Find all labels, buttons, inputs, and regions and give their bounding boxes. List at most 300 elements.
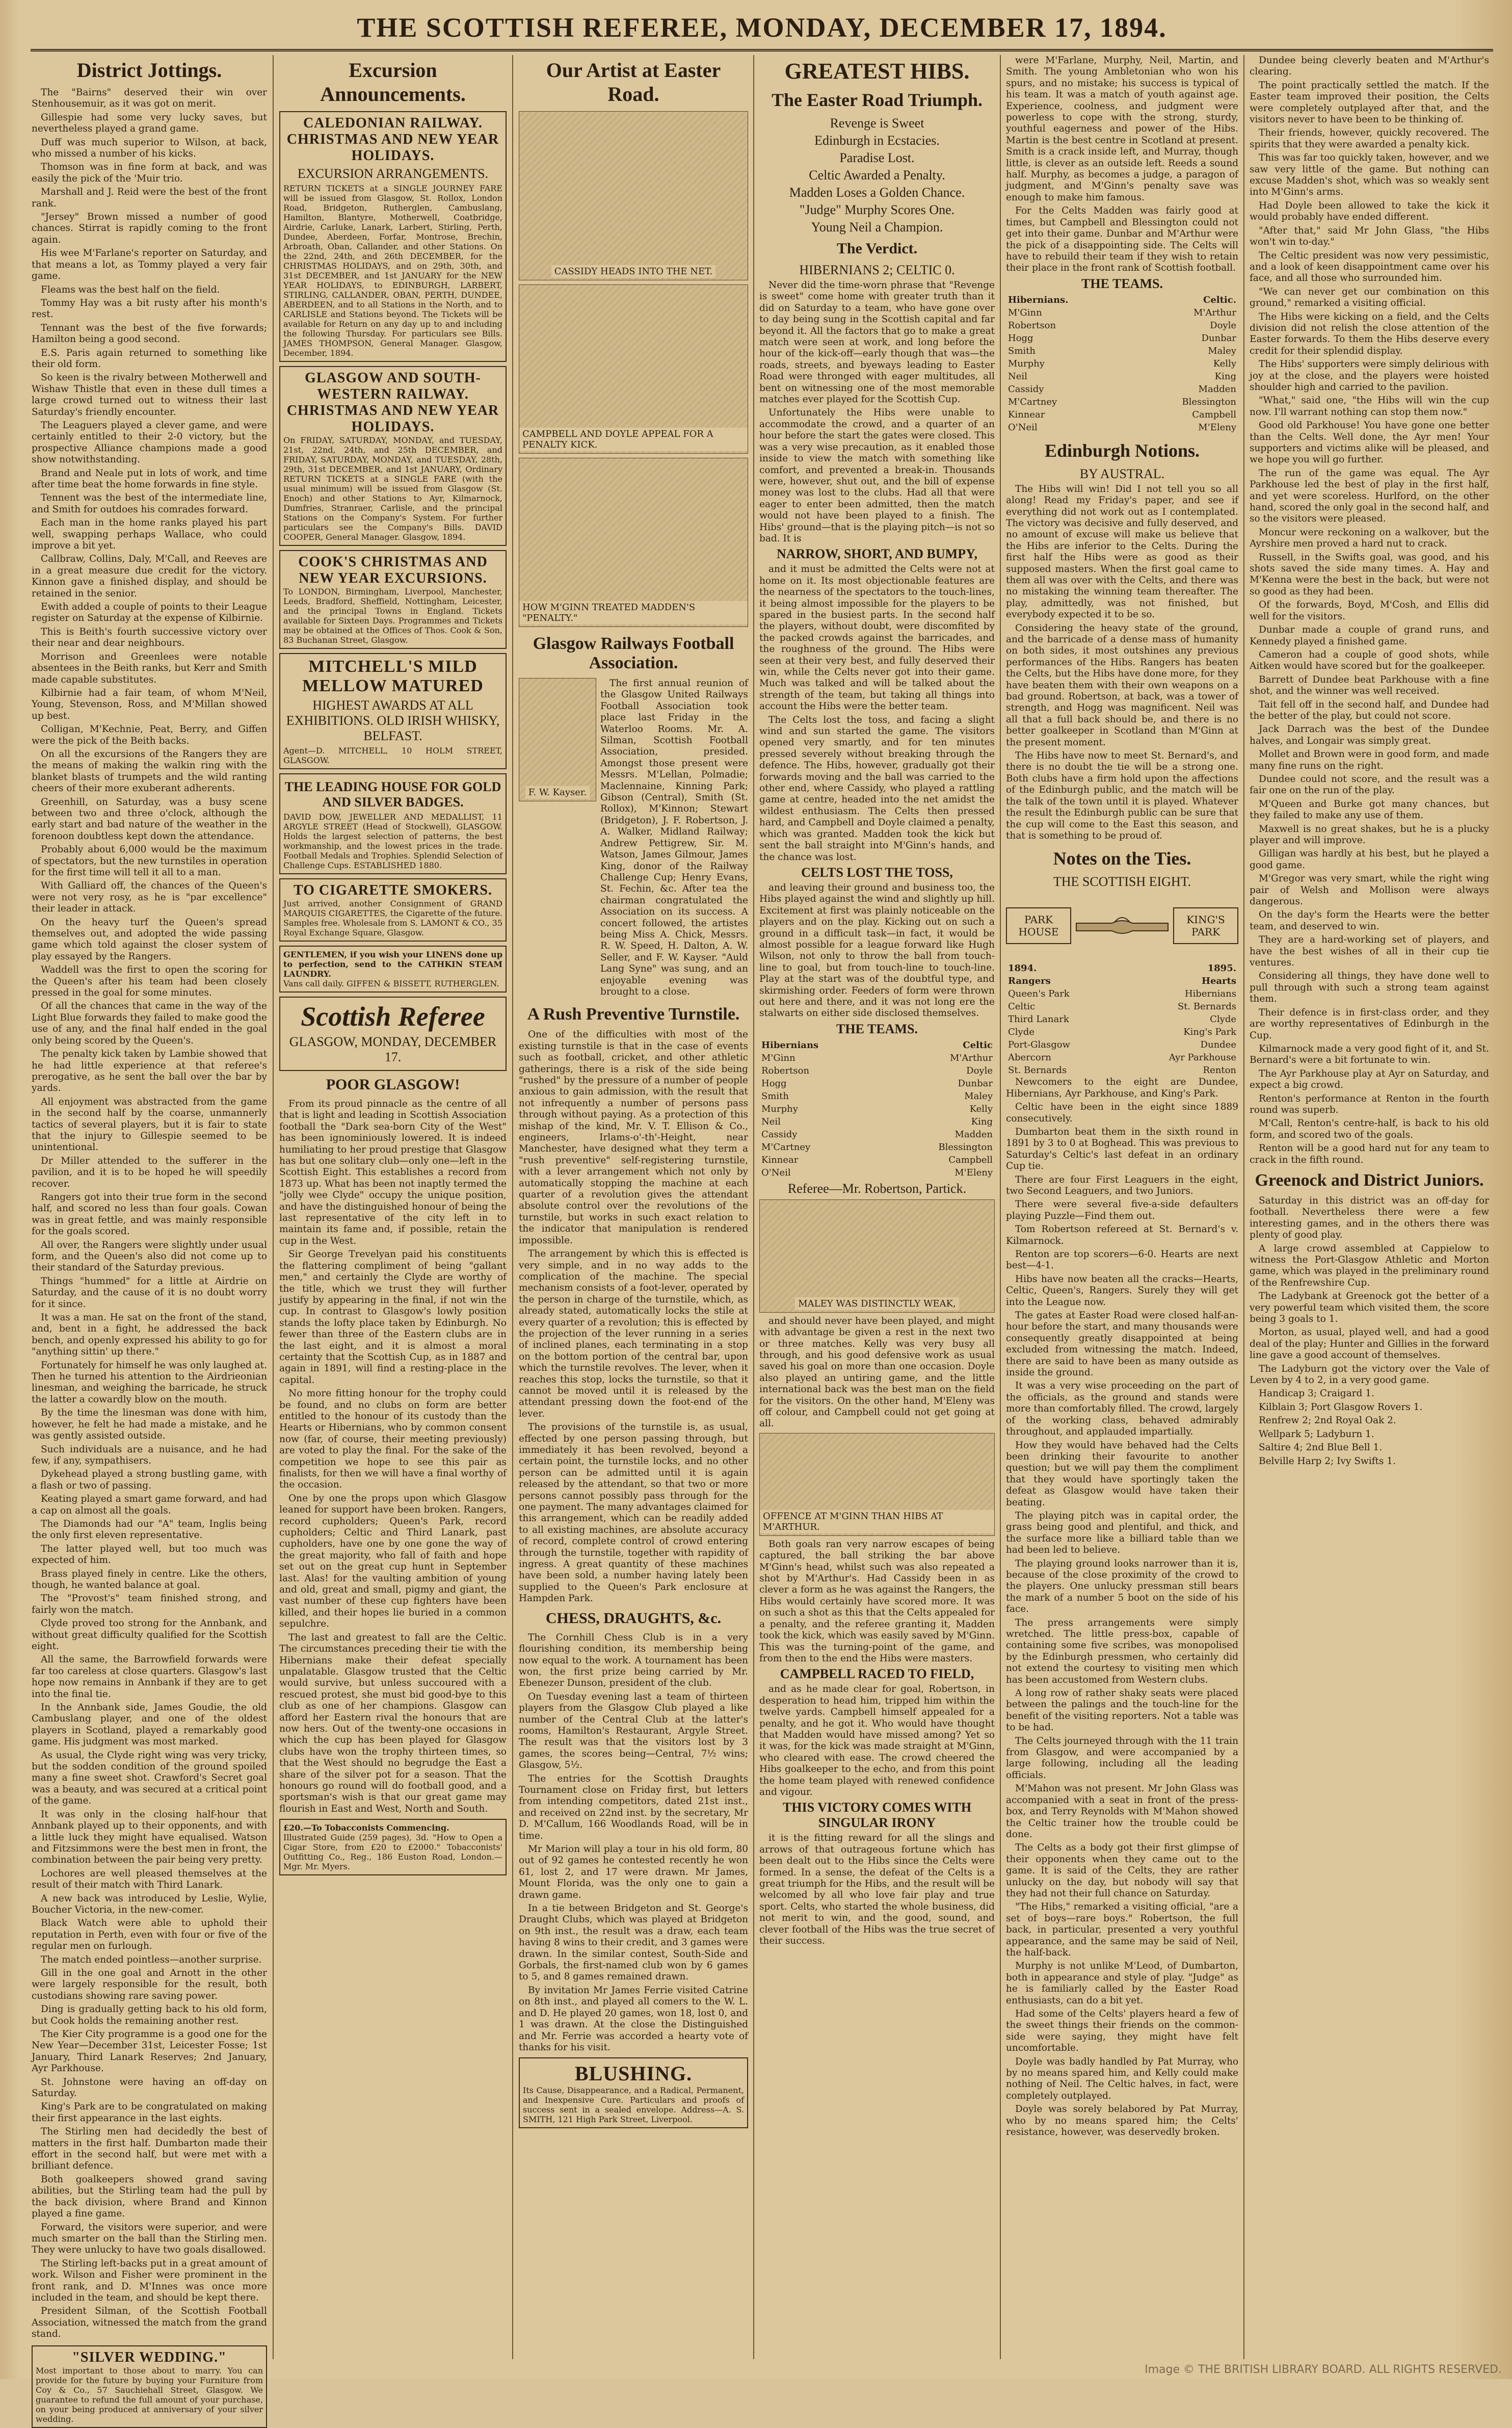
article-paragraph: A large crowd assembled at Cappielow to witness the Port-Glasgow Athletic and Morton game, which was played in the preliminary round of the Renfrewshire Cup. <box>1250 1243 1489 1288</box>
article-paragraph: Keating played a smart game forward, and had a cap on almost all the goals. <box>32 1494 267 1516</box>
column-notes-continued <box>1250 55 1489 2359</box>
article-paragraph: In the Annbank side, James Goudie, the old Cambuslang player, and one of the oldest players in Scotland, played a remarkably good game. His judgment was most marked. <box>32 1702 267 1747</box>
article-paragraph: It was a man. He sat on the front of the stand, and, bent in a fight, he addressed the back bench, and openly expressed his ability to go for "anything sittin' up there." <box>32 1312 267 1357</box>
article-paragraph: The entries for the Scottish Draughts Tournament close on Friday first, but letters from intending competitors, dated 21st inst., and received on 22nd inst. by the secretary, Mr D. M'Callum, 166 Woodlands Road, will be in time. <box>519 1773 748 1841</box>
article-paragraph: and should never have been played, and might with advantage be given a rest in the next two or three matches. Kelly was very busy all through, and his good defensive work as usual saved his goal on more than one occasion. Doyle also played an untiring game, and the little international back was the best man on the field for the visitors. On the other hand, M'Eleny was off colour, and Campbell could not get going at all. <box>759 1315 995 1429</box>
table-cell: Celtic. <box>1203 294 1236 305</box>
article-paragraph: Kilbirnie had a fair team, of whom M'Neil, Young, Stevenson, Ross, and M'Millan showed up best. <box>32 687 267 721</box>
paper-dateline: GLASGOW, MONDAY, DECEMBER 17. <box>289 1034 497 1064</box>
advert-title: "SILVER WEDDING." <box>72 2349 227 2365</box>
table-cell: Kinnear <box>761 1154 799 1165</box>
table-row <box>1006 421 1238 434</box>
cartoon-illustration <box>519 111 748 280</box>
paper-nameplate <box>279 997 507 1071</box>
table-cell: M'Arthur <box>949 1052 993 1063</box>
advert-text: DAVID DOW, JEWELLER AND MEDALLIST, 11 ARGYLE STREET (Head of Stockwell), GLASGOW. Holds the largest selection of patterns, the best workmanship, and the lowest prices in the trade. Football Medals and Trophies. Splendid Selection of Challenge Cups. ESTABLISHED 1880. <box>283 812 502 870</box>
article-paragraph: M'Mahon was not present. Mr John Glass was accompanied with a seat in front of the press-box, and Terry Reynolds with M'Mahon showed the Celtic trainer how the trouble could be done. <box>1006 1783 1238 1840</box>
article-paragraph: Gillespie had some very lucky saves, but nevertheless played a grand game. <box>32 112 267 135</box>
article-paragraph: The Cornhill Chess Club is in a very flourishing condition, its membership being now equal to the work. A tournament has been won, the first prize being carried by Mr. Ebenezer Dunson, president of the club. <box>519 1632 748 1689</box>
article-paragraph: Saturday in this district was an off-day for football. Nevertheless there were a few interesting games, and in the others there was plenty of good play. <box>1250 1195 1489 1241</box>
article-paragraph: Fortunately for himself he was only laughed at. Then he turned his attention to the Airdrieonian linesman, and weighing the barricade, he struck the latter a cowardly blow on the mouth. <box>32 1360 267 1405</box>
advert-text: Its Cause, Disappearance, and a Radical, Permanent, and Inexpensive Cure. Particulars and proofs of success sent in a sealed envelope. Address—A. S. SMITH, 121 High Park Street, Liverpool. <box>523 2085 744 2125</box>
advert-text: RETURN TICKETS at a SINGLE JOURNEY FARE will be issued from Glasgow, St. Rollox, London Road, Bridgeton, Rutherglen, Cambuslang, Hamilton, Blantyre, Motherwell, Coatbridge, Airdrie, Carluke, Lanark, Larbert, Stirling, Perth, Dundee, Aberdeen, Forfar, Montrose, Brechin, Arbroath, Oban, Callander, and other Stations. On the 22nd, 24th, and 26th DECEMBER, for the CHRISTMAS HOLIDAYS, and on 29th, 30th, and 31st DECEMBER, and 1st JANUARY for the NEW YEAR HOLIDAYS, to EDINBURGH, LARBERT, STIRLING, CALLANDER, OBAN, PERTH, DUNDEE, ABERDEEN, and to all Stations in the North, and to CARLISLE and Stations beyond. The Tickets will be available for Return on any day up to and including the following Thursday. For particulars see Bills. JAMES THOMPSON, General Manager. Glasgow, December, 1894. <box>283 184 502 358</box>
article-paragraph: Rangers got into their true form in the second half, and scored no less than four goals. Cowan was in great fettle, and was mainly responsible for the goals scored. <box>32 1191 267 1237</box>
article-paragraph: The Celts lost the toss, and facing a slight wind and sun started the game. The visitors opened very smartly, and for ten minutes pressed severely without breaking through the defence. The Hibs, however, gradually got their forwards moving and the ball was carried to the other end, where Cassidy, who played a rattling game at centre, headed into the net amidst the wildest enthusiasm. The Celts then pressed hard, and Campbell and Doyle claimed a penalty, which was granted. Madden took the kick but sent the ball straight into M'Ginn's hands, and the chance was lost. <box>759 714 995 863</box>
advert-text: Illustrated Guide (259 pages), 3d. "How to Open a Cigar Store, from £20 to £2000." Tobacconists' Outfitting Co., Reg., 186 Euston Road, London.—Mgr. Mr. Myers. <box>283 1833 502 1872</box>
article-paragraph: It was a very wise proceeding on the part of the officials, as the ground and stands were more than comfortably filled. The crowd, largely of the working class, behaved admirably throughout, and applauded impartially. <box>1006 1380 1238 1438</box>
table-header: 1895. <box>1207 963 1236 974</box>
article-body <box>759 280 995 544</box>
masthead-title: THE SCOTTISH REFEREE, MONDAY, DECEMBER 17, 1894. <box>357 12 1167 43</box>
column-rule <box>1000 55 1001 2359</box>
column-rule <box>512 55 513 2359</box>
article-paragraph: M'Gregor was very smart, while the right wing pair of Welsh and Mollison were always dangerous. <box>1250 873 1489 907</box>
article-paragraph: Considering all things, they have done well to pull through with such a strong team against them. <box>1250 971 1489 1005</box>
article-paragraph: Dr Miller attended to the sufferer in the pavilion, and it is to be hoped he will speedily recover. <box>32 1155 267 1189</box>
article-body <box>759 882 995 1020</box>
table-cell: M'Cartney <box>1008 396 1057 407</box>
sketch-caption: MALEY WAS DISTINCTLY WEAK, <box>795 1297 959 1310</box>
article-paragraph: The playing ground looks narrower than it is, because of the close proximity of the crowd to the players. One unlucky pressman still bears the mark of a number 5 boot on the side of his face. <box>1006 1558 1238 1615</box>
article-paragraph: Of all the chances that came in the way of the Light Blue forwards they failed to make good the use of any, and the final half ended in the goal only being scored by the Queen's. <box>32 1001 267 1046</box>
article-paragraph: This is Beith's fourth successive victory over their near and dear neighbours. <box>32 626 267 649</box>
article-paragraph: It was only in the closing half-hour that Annbank played up to their opponents, and with a little luck they might have equalised. Watson and Fitzsimmons were the best men in front, the combination between the pair being very pretty. <box>32 1809 267 1866</box>
article-paragraph: The match ended pointless—another surprise. <box>41 1954 262 1965</box>
advert-title: TO CIGARETTE SMOKERS. <box>293 882 493 898</box>
article-paragraph: Saltire 4; 2nd Blue Bell 1. <box>1259 1442 1383 1453</box>
article-paragraph: The provisions of the turnstile is, as usual, effected by one person passing through, but immediately it has been revolved, beyond a certain point, the turnstile locks, and no other person can be admitted until it is again released by the attendant, so that two or more persons cannot possibly pass through for the one payment. The many advantages claimed for this arrangement, which can be readily added to all existing machines, are absolute accuracy of record, complete control of crowd entering through the turnstile, together with rapidity of ingress. A great quantity of these machines have been sold, a number having lately been supplied to the Queen's Park enclosure at Hampden Park. <box>519 1422 748 1604</box>
article-body <box>759 1833 995 1947</box>
article-paragraph: The Stirling left-backs put in a great amount of work. Wilson and Fisher were prominent in the front rank, and D. M'Innes was once more included in the team, and should be kept there. <box>32 2258 267 2303</box>
article-paragraph: Brass played finely in centre. Like the others, though, he wanted balance at goal. <box>32 1568 267 1590</box>
article-byline: BY AUSTRAL. <box>1079 466 1165 481</box>
table-row <box>759 1064 995 1077</box>
table-cell: St. Bernards <box>1008 1065 1067 1076</box>
article-paragraph: Had some of the Celts' players heard a few of the sweet things their friends on the common-side were saying, they might have felt uncomfortable. <box>1006 2008 1238 2054</box>
article-paragraph: Tom Robertson refereed at St. Bernard's v. Kilmarnock. <box>1006 1224 1238 1246</box>
article-paragraph: M'Call, Renton's centre-half, is back to his old form, and scored two of the goals. <box>1250 1118 1489 1140</box>
article-paragraph: Dundee could not score, and the result was a fair one on the run of the play. <box>1250 773 1489 796</box>
advert-mitchell-whisky <box>279 653 507 769</box>
article-paragraph: Morrison and Greenlees were notable absentees in the Beith ranks, but Kerr and Smith made capable substitutes. <box>32 651 267 685</box>
article-paragraph: Their friends, however, quickly recovered. The spirits that they were awarded a penalty kick. <box>1250 127 1489 150</box>
article-paragraph: "The Hibs," remarked a visiting official, "are a set of boys—rare boys." Robertson, the full back, in particular, presented a very youthful appearance, and the same may be said of Neil, the half-back. <box>1006 1901 1238 1958</box>
article-paragraph: How they would have behaved had the Celts been drinking their favourite to another question; but we will pay them the compliment that they would have sportingly taken the defeat as Glasgow would have taken their beating. <box>1006 1440 1238 1508</box>
article-paragraph: Good old Parkhouse! You have gone one better than the Celts. Well done, the Ayr men! Your supporters and victims alike will be pleased, and we hope you will go further. <box>1250 420 1489 465</box>
table-row <box>759 1052 995 1064</box>
article-paragraph: Lochores are well pleased themselves at the result of their match with Third Lanark. <box>32 1868 267 1891</box>
article-paragraph: On the day's form the Hearts were the better team, and deserved to win. <box>1250 909 1489 932</box>
advert-text: On FRIDAY, SATURDAY, MONDAY, and TUESDAY, 21st, 22nd, 24th, and 25th DECEMBER, and FRIDAY, SATURDAY, MONDAY, and TUESDAY, 28th, 29th, 31st DECEMBER, and 1st JANUARY, Ordinary RETURN TICKETS at a SINGLE FARE (with the usual minimum) will be issued from Glasgow (St. Enoch) and other Stations to Ayr, Kilmarnock, Dumfries, Stranraer, Carlisle, and the principal Stations on the Company's System. For further particulars see the Company's Bills. DAVID COOPER, General Manager. Glasgow, 1894. <box>283 435 502 542</box>
copyright-footer: Image © THE BRITISH LIBRARY BOARD. ALL RIGHTS RESERVED. <box>1145 2363 1502 2376</box>
article-paragraph: The Diamonds had our "A" team, Inglis being the only first eleven representative. <box>32 1518 267 1541</box>
column-greatest-hibs <box>759 55 995 2359</box>
advert-title: BLUSHING. <box>574 2062 693 2085</box>
table-cell: Madden <box>954 1129 993 1140</box>
article-paragraph: On Tuesday evening last a team of thirteen players from the Glasgow Club played a like number of the Central Club at the latter's rooms, Hamilton's Restaurant, Argyle Street. The result was that the visitors lost by 3 games, the scores being—Central, 7½ wins; Glasgow, 5½. <box>519 1691 748 1771</box>
article-paragraph: The run of the game was equal. The Ayr Parkhouse led the best of play in the first half, and yet were scoreless. Hurlford, on the other hand, scored the only goal in the second half, and so the visitors were pleased. <box>1250 467 1489 525</box>
table-cell: Maley <box>1208 345 1236 356</box>
article-paragraph: The Hibs will win! Did I not tell you so all along! Read my Friday's paper, and see if everything did not work out as I contemplated. The victory was decisive and fully deserved, and no amount of excuse will make us believe that the Hibs are inferior to the Celts. During the first half the Hibs were as good as their supposed masters. When the first goal came to them all was over with the Celts, and there was no mistaking the winning team thereafter. The play, admittedly, was not finished, but everybody expected it to be so. <box>1006 483 1238 620</box>
advert-title: MITCHELL'S MILD MELLOW MATURED <box>302 657 484 695</box>
table-header-row <box>1006 962 1238 975</box>
article-paragraph: Considering the heavy state of the ground, and the barricade of a dense mass of humanity on both sides, it most outshines any previous performances of the Hibs. Rangers has beaten the Celts, but the Hibs have done more, for they have beaten them with their own weapons on a bad ground. Robertson, at back, was a tower of strength, and Hogg was magnificent. Neil was all that a full back should be, and there is no better goalkeeper in Scotland than M'Ginn at the present moment. <box>1006 622 1238 748</box>
article-paragraph: There were several five-a-side defaulters playing Puzzle—Find them out. <box>1006 1199 1238 1221</box>
masthead <box>31 6 1493 51</box>
advert-text: Most important to those about to marry. You can provide for the future by buying your Furniture from Coy & Co., 57 Sauchiehall Street, Glasgow. We guarantee to refund the full amount of your purchase, on your being produced at anniversary of your silver wedding. <box>36 2365 263 2424</box>
article-paragraph: Doyle was badly handled by Pat Murray, who by no means spared him, and Kelly could make nothing of Neil. The Celtic halves, in fact, were completely outplayed. <box>1006 2056 1238 2101</box>
table-cell: Cassidy <box>1008 383 1044 395</box>
advert-text: Agent—D. MITCHELL, 10 HOLM STREET, GLASGOW. <box>283 746 502 765</box>
table-row <box>1006 1026 1238 1038</box>
article-paragraph: Newcomers to the eight are Dundee, Hibernians, Ayr Parkhouse, and King's Park. <box>1006 1077 1238 1099</box>
article-paragraph: Thomson was in fine form at back, and was easily the pick of the 'Muir trio. <box>32 162 267 184</box>
article-paragraph: One of the difficulties with most of the existing turnstile is that in the case of events such as football, cricket, and other athletic gatherings, there is a risk of the side being "rushed" by the pressure of a number of people anxious to gain admission, with the result that not infrequently a number of persons pass through without paying. As a protection of this mishap of the kind, Mr. V. T. Ellison & Co., engineers, Irlams-o'-th'-Height, near Manchester, have designed what they term a "rush preventive" self-registering turnstile, with a lever arrangement which not only by automatically stopping the machine at each quarter of a revolution gives the attendant absolute control over the revolutions of the turnstile, but works in such exact relation to the indicator that manipulation is rendered impossible. <box>519 1029 748 1246</box>
table-cell: Smith <box>1008 345 1036 356</box>
article-paragraph: By invitation Mr James Ferrie visited Catrine on 8th inst., and played all comers to the W. L. and D. He played 20 games, won 18, lost 0, and 1 was drawn. At the close the Distinguished and Mr. Ferrie was accorded a hearty vote of thanks for his visit. <box>519 1985 748 2053</box>
article-paragraph: They are a hard-working set of players, and have the best wishes of all in their cup tie ventures. <box>1250 934 1489 969</box>
table-cell: Neil <box>1008 371 1027 382</box>
column-excursions <box>279 55 507 2359</box>
teams-table <box>1006 294 1238 434</box>
article-paragraph: The latter played well, but too much was expected of him. <box>32 1543 267 1566</box>
article-paragraph: "Jersey" Brown missed a number of good chances. Stirrat is rapidly coming to the front again. <box>32 212 267 245</box>
cartoon-illustration <box>519 458 748 627</box>
article-body <box>759 564 995 863</box>
leader-body <box>279 1099 507 1815</box>
table-cell: Celtic <box>1008 1001 1036 1012</box>
table-cell: Campbell <box>948 1154 993 1165</box>
article-body <box>1250 55 1489 1166</box>
article-heading: Greenock and District Juniors. <box>1255 1170 1484 1190</box>
table-row <box>759 1115 995 1128</box>
article-paragraph: On all the excursions of the Rangers they are the means of making the walkin ring with the blanket blasts of trumpets and the wild ranting cheers of their more exuberant adherents. <box>32 748 267 794</box>
article-paragraph: All over, the Rangers were slightly under usual form, and the Queen's also did not come up to their standard of the Saturday previous. <box>32 1239 267 1273</box>
article-paragraph: The Celts journeyed through with the 11 train from Glasgow, and were accompanied by a large following, including all the leading officials. <box>1006 1735 1238 1781</box>
advert-laundry <box>279 946 507 993</box>
table-cell: Kelly <box>1213 358 1236 369</box>
table-cell: Kelly <box>969 1103 993 1114</box>
table-cell: O'Neil <box>761 1167 791 1178</box>
advert-text: Vans call daily. GIFFEN & BISSETT, RUTHERGLEN. <box>283 979 499 988</box>
article-paragraph: There are four First Leaguers in the eight, two Second Leaguers, and two Juniors. <box>1006 1174 1238 1196</box>
article-paragraph: Greenhill, on Saturday, was a busy scene between two and three o'clock, although the early start and bad nature of the weather in the forenoon doubtless kept down the attendance. <box>32 796 267 842</box>
article-paragraph: Colligan, M'Kechnie, Peat, Berry, and Giffen were the pick of the Beith backs. <box>32 724 267 746</box>
table-row <box>1006 1064 1238 1077</box>
article-paragraph: Hibs have now beaten all the cracks—Hearts, Celtic, Queen's, Rangers. Surely they will get into the League now. <box>1006 1273 1238 1308</box>
article-paragraph: The Ayr Parkhouse play at Ayr on Saturday, and expect a big crowd. <box>1250 1068 1489 1091</box>
advert-cooks <box>279 550 507 649</box>
table-cell: Robertson <box>1008 320 1056 331</box>
table-row <box>1006 319 1238 332</box>
article-paragraph: Tennant was the best of the five forwards; Hamilton being a good second. <box>32 322 267 345</box>
article-paragraph: The arrangement by which this is effected is very simple, and in no way adds to the complication of the machine. The special mechanism consists of a foot-lever, operated by the person in charge of the turnstile, which, as already stated, automatically locks the stile at every quarter of a revolution; this is effected by the projection of the lever running in a series of inclined planes, each terminating in a stop on the bottom portion of the central bar, upon which the turnstile revolves. The lever, when it reaches this stop, locks the turnstile, so that it cannot be moved until it is released by the attendant pressing down the foot-end of the lever. <box>519 1248 748 1419</box>
article-with-sketch <box>519 678 748 1000</box>
portrait-sketch <box>519 678 596 801</box>
article-paragraph: and leaving their ground and business too, the Hibs played against the wind and slightly up hill. Excitement at first was plainly noticeable on the players and on the play. Kicking out on such a ground in a difficult task—in fact, it would be almost possible for a league forward like Hugh Wilson, not only to throw the ball from touch-line to goal, but from touch-line to touch-line. Play at the start was of the doubtful type, and skirmishing order. Feeders of form were thrown out here and there, and it was not long ere the stalwarts on either side disclosed themselves. <box>759 882 995 1019</box>
article-paragraph: and as he made clear for goal, Robertson, in desperation to head him, tripped him within the twelve yards. Campbell himself appealed for a penalty, and he got it. Who would have thought that Madden would have missed among? Yet so it was, for the kick was made straight at M'Ginn, who cleared with ease. The crowd cheered the Hibs goalkeeper to the echo, and from this point the home team played with renewed confidence and vigour. <box>759 1684 995 1797</box>
advert-glasgow-south-western <box>279 366 507 546</box>
article-paragraph: Both goalkeepers showed grand saving abilities, but the Stirling team had the pull by the back division, where Brand and Kinnon played a fine game. <box>32 2174 267 2220</box>
article-paragraph: Sir George Trevelyan paid his constituents the flattering compliment of being "gallant men," and certainly the Clyde are worthy of the title, which we trust they will further justify by appearing in the final, if not win the cup. In contrast to Glasgow's lowly position stands the lofty place taken by Edinburgh. No fewer than three of the Eastern clubs are in the last eight, and it is almost a moral certainty that the Scottish Cup, as in 1887 and again in 1891, will find a resting-place in the capital. <box>279 1249 507 1386</box>
player-sketch <box>759 1433 995 1536</box>
article-paragraph: Their defence is in first-class order, and they are worthy representatives of Edinburgh in the Cup. <box>1250 1007 1489 1041</box>
table-cell: Maley <box>964 1090 993 1102</box>
table-row <box>1006 987 1238 1000</box>
section-subhead: CAMPBELL RACED TO FIELD, <box>780 1666 974 1682</box>
table-row <box>1006 1000 1238 1013</box>
article-decks <box>759 116 995 235</box>
article-paragraph: it is the fitting reward for all the slings and arrows of that outrageous fortune which has been dealt out to the Hibs since the Celts were formed. In a sense, the defeat of the Celts is a great triumph for the Hibs, and the result will be welcomed by all who love fair play and true sport. Celts, who started the whole business, did not merit to win, and the good, sound, and clever football of the Hibs was the true secret of their success. <box>759 1833 995 1947</box>
article-paragraph: Never did the time-worn phrase that "Revenge is sweet" come home with greater truth than it did on Saturday to a team, who have gone over to day being sung in the Scottish capital and far beyond it. All the factors that go to make a great match were seen at work, and long before the hour of the kick-off—early though that was—the roads, streets, and byeways leading to Easter Road were thronged with eager multitudes, all bent on witnessing one of the most memorable matches ever played for the Scottish Cup. <box>759 280 995 405</box>
article-paragraph: Renton will be a good hard nut for any team to crack in the fifth round. <box>1250 1143 1489 1165</box>
article-paragraph: The Ladybank at Greenock got the better of a very powerful team which visited them, the score being 3 goals to 1. <box>1250 1291 1489 1325</box>
article-paragraph: Russell, in the Swifts goal, was good, and his shots saved the side many times. A. Hay and M'Kenna were the best in the back, but were not so good as they had been. <box>1250 552 1489 597</box>
column-rule <box>753 55 754 2359</box>
table-cell: Port-Glasgow <box>1008 1039 1071 1051</box>
article-paragraph: Marshall and J. Reid were the best of the front rank. <box>32 187 267 209</box>
article-paragraph: Dumbarton beat them in the sixth round in 1891 by 3 to 0 at Boghead. This was previous to Saturday's Celtic's last defeat in an ordinary Cup tie. <box>1006 1126 1238 1172</box>
table-row <box>1006 370 1238 383</box>
table-cell: Hogg <box>1008 332 1033 344</box>
article-paragraph: and it must be admitted the Celts were not at home on it. Its most objectionable features are the nearness of the spectators to the touch-lines, it being almost impossible for the players to be spared in the busiest parts. In the second half the players, without doubt, were discomfited by the packed crowds against the barricades, and the roughness of the ground. The Hibs were seen at their very best, and fully deserved their win, while the Celts never got into their game. Much was talked and will be talked about the strength of the team, but taking all things into account the Hibs were the better team. <box>759 564 995 712</box>
article-paragraph: Tait fell off in the second half, and Dundee had the better of the play, but could not score. <box>1250 699 1489 721</box>
table-cell: Clyde <box>1008 1027 1034 1038</box>
table-row <box>1006 1051 1238 1064</box>
article-paragraph: St. Johnstone were having an off-day on Saturday. <box>32 2076 267 2099</box>
table-cell: Abercorn <box>1008 1052 1051 1063</box>
article-paragraph: Cameron had a couple of good shots, while Aitken would have scored but for the goalkeeper. <box>1250 649 1489 672</box>
article-heading: CHESS, DRAUGHTS, &c. <box>545 1609 722 1627</box>
article-paragraph: Mr Marion will play a tour in his old form, 80 out of 92 games he contested recently he won 61, lost 2, and 17 were drawn. Mr James, Mount Florida, was the only one to gain a drawn game. <box>519 1844 748 1900</box>
table-cell: Dunbar <box>958 1078 993 1089</box>
paper-title: Scottish Referee <box>301 1001 485 1032</box>
table-cell: Murphy <box>761 1103 798 1114</box>
article-deck: "Judge" Murphy Scores One. <box>799 202 955 217</box>
article-paragraph: Celtic have been in the eight since 1889 consecutively. <box>1006 1102 1238 1124</box>
article-paragraph: Moncur were reckoning on a walkover, but the Ayrshire men proved a hard nut to crack. <box>1250 527 1489 550</box>
advert-title: GENTLEMEN, if you wish your LINENS done up to perfection, send to the CATHKIN STEAM LAUNDRY. <box>283 950 502 979</box>
advert-title: £20.—To Tobacconists Commencing. <box>283 1823 449 1833</box>
article-body <box>32 87 267 2340</box>
table-row <box>759 1154 995 1166</box>
table-row <box>1006 383 1238 396</box>
article-paragraph: Ewith added a couple of points to their League register on Saturday at the expense of Kilbirnie. <box>32 602 267 624</box>
advert-cigarettes <box>279 878 507 942</box>
table-row <box>1006 332 1238 345</box>
article-paragraph: Callbraw, Collins, Daly, M'Call, and Reeves are in a great measure due credit for the victory. Kinnon gave a finished display, and should be retained in the senior. <box>32 554 267 599</box>
article-paragraph: Tennent was the best of the intermediate line, and Smith for outdoes his comrades forward. <box>32 492 267 515</box>
article-paragraph: Ding is gradually getting back to his old form, but Cook holds the remaining another rest. <box>32 2004 267 2026</box>
table-cell: Clyde <box>1210 1014 1236 1025</box>
handshake-illustration <box>1006 893 1238 959</box>
advert-title: GLASGOW AND SOUTH-WESTERN RAILWAY. CHRISTMAS AND NEW YEAR HOLIDAYS. <box>286 370 499 435</box>
table-row <box>1006 306 1238 319</box>
table-cell: Blessington <box>938 1141 993 1153</box>
advert-text: Just arrived, another Consignment of GRAND MARQUIS CIGARETTES, the Cigarette of the future. Samples free. Wholesale from S. LAMONT & CO., 35 Royal Exchange Square, Glasgow. <box>283 899 502 937</box>
column-rule <box>1243 55 1244 2359</box>
article-paragraph: All the same, the Barrowfield forwards were far too careless at close quarters. Glasgow's last hope now remains in Annbank if they are to get into the final tie. <box>32 1654 267 1700</box>
kings-park-plaque: KING'S PARK <box>1173 907 1238 944</box>
article-body <box>1006 484 1238 842</box>
sketch-caption: OFFENCE AT M'GINN THAN HIBS AT M'ARTHUR. <box>760 1510 994 1533</box>
article-body <box>519 1632 748 2054</box>
article-paragraph: So keen is the rivalry between Motherwell and Wishaw Thistle that even in these dull times a large crowd turned out to witness their last Saturday's friendly encounter. <box>32 372 267 417</box>
article-paragraph: The Hibs have now to meet St. Bernard's, and there is no doubt the tie will be a strong one. Both clubs have a firm hold upon the affections of the Edinburgh public, and the match will be the talk of the town until it is played. Whatever the result the Edinburgh public can be sure that the cup will come to the East this season, and that is something to be proud of. <box>1006 750 1238 841</box>
advert-title: COOK'S CHRISTMAS AND NEW YEAR EXCURSIONS. <box>298 554 488 586</box>
column-edinburgh-notions <box>1006 55 1238 2359</box>
section-subhead: THIS VICTORY COMES WITH SINGULAR IRONY <box>782 1800 972 1831</box>
table-cell: Doyle <box>966 1065 993 1076</box>
table-cell: Third Lanark <box>1008 1014 1069 1025</box>
article-paragraph: "What," said one, "the Hibs will win the cup now. I'll warrant nothing can stop them now." <box>1250 395 1489 417</box>
table-cell: Neil <box>761 1116 781 1127</box>
section-heading: Our Artist at Easter Road. <box>546 59 721 106</box>
article-paragraph: Gilligan was hardly at his best, but he played a good game. <box>1250 848 1489 871</box>
article-paragraph: As usual, the Clyde right wing was very tricky, but the sodden condition of the ground spoiled many a fine sweet shot. Crawford's Secret goal was a beauty, and was secured at a critical point of the game. <box>32 1750 267 1807</box>
article-paragraph: Kilblain 3; Port Glasgow Rovers 1. <box>1259 1401 1423 1413</box>
table-row <box>1006 408 1238 421</box>
table-cell: Campbell <box>1192 409 1236 420</box>
article-deck: Celtic Awarded a Penalty. <box>809 168 945 182</box>
article-deck: Young Neil a Champion. <box>811 220 943 234</box>
advert-tobacconists <box>279 1819 507 1875</box>
article-paragraph: The penalty kick taken by Lambie showed that he had little experience at that referee's prerogative, as he sent the ball over the bar by yards. <box>32 1049 267 1094</box>
article-paragraph: Probably about 6,000 would be the maximum of spectators, but the new turnstiles in operation for the first time will tell it all to a man. <box>32 844 267 878</box>
table-cell: King <box>971 1116 993 1127</box>
match-score: HIBERNIANS 2; CELTIC 0. <box>799 263 955 277</box>
article-paragraph: Things "hummed" for a little at Airdrie on Saturday, and the cause of it is no doubt worry for it since. <box>32 1275 267 1310</box>
article-paragraph: All enjoyment was abstracted from the game in the second half by the coarse, unmannerly tactics of several players, but it is fair to state that the injury to Gillespie seemed to be unintentional. <box>32 1096 267 1153</box>
article-paragraph: President Silman, of the Scottish Football Association, witnessed the match from the grand stand. <box>32 2306 267 2340</box>
article-paragraph: Renton's performance at Renton in the fourth round was superb. <box>1250 1093 1489 1115</box>
article-paragraph: Kilmarnock made a very good fight of it, and St. Bernard's were a bit fortunate to win. <box>1250 1043 1489 1066</box>
article-body <box>1006 55 1238 274</box>
advert-title: CALEDONIAN RAILWAY. CHRISTMAS AND NEW YEAR HOLIDAYS. <box>286 115 499 164</box>
article-paragraph: "We can never get our combination on this ground," remarked a visiting official. <box>1250 286 1489 309</box>
table-cell: Kinnear <box>1008 409 1045 420</box>
table-cell: Queen's Park <box>1008 988 1070 1000</box>
article-paragraph: Duff was much superior to Wilson, at back, who missed a number of his kicks. <box>32 137 267 160</box>
article-paragraph: The "Provost's" team finished strong, and fairly won the match. <box>32 1593 267 1615</box>
portrait-caption: F. W. Kayser. <box>525 786 590 799</box>
article-paragraph: Black Watch were able to uphold their reputation in Perth, even with four or five of the regular men on furlough. <box>32 1918 267 1952</box>
article-paragraph: Handicap 3; Craigard 1. <box>1259 1388 1374 1399</box>
article-paragraph: For the Celts Madden was fairly good at times, but Campbell and Blessington could not get into their game. Dunbar and M'Arthur were the pick of a disappointing side. The Celts will have to rebuild their team if they wish to retain their place in the front rank of Scottish football. <box>1006 205 1238 274</box>
section-subhead: CELTS LOST THE TOSS, <box>801 865 953 880</box>
article-paragraph: No more fitting honour for the trophy could be found, and no clubs on form are better entitled to the honour of its custody than the Hearts or Hibernians, who by common consent now (far, of course, their meeting previously) are voted to play the final. For the sake of the competition we hope to see this pair as finalists, for then we will have a final worthy of the occasion. <box>279 1388 507 1491</box>
table-row <box>759 1039 995 1052</box>
table-cell: Hogg <box>761 1078 787 1089</box>
article-paragraph: Wellpark 5; Ladyburn 1. <box>1259 1428 1374 1440</box>
table-cell: M'Ginn <box>761 1052 795 1063</box>
cartoon-caption: HOW M'GINN TREATED MADDEN'S "PENALTY." <box>519 601 748 624</box>
table-cell: King's Park <box>1183 1027 1236 1038</box>
article-paragraph: Maxwell is no great shakes, but he is a plucky player and will improve. <box>1250 823 1489 846</box>
article-heading: A Rush Preventive Turnstile. <box>527 1005 740 1024</box>
advert-subtitle: EXCURSION ARRANGEMENTS. <box>297 166 489 181</box>
table-cell: Hibernians. <box>1008 294 1069 305</box>
article-paragraph: The Hibs' supporters were simply delirious with joy at the close, and the players were hoisted shoulder high and carried to the pavilion. <box>1250 359 1489 393</box>
leader-heading: POOR GLASGOW! <box>326 1076 460 1093</box>
article-paragraph: The playing pitch was in capital order, the grass being good and plentiful, and thick, and the surface more like a billiard table than we had been led to believe. <box>1006 1510 1238 1556</box>
section-heading: Excursion Announcements. <box>320 59 466 106</box>
article-paragraph: Murphy is not unlike M'Leod, of Dumbarton, both in appearance and style of play. "Judge" as he is familiarly called by the Easter Road enthusiasts, can do a bit yet. <box>1006 1961 1238 2006</box>
article-paragraph: The last and greatest to fall are the Celtic. The circumstances preceding their tie with the Hibernians make their defeat specially unpalatable. Glasgow trusted that the Celtic would survive, but unless succoured with a rescued protest, she must bid good-bye to this club as one of her champions. Glasgow can afford her Eastern rival the honours that are now hers. Out of the twenty-one occasions in which the cup has been played for Glasgow clubs have won the trophy thirteen times, so that the West should no begrudge the East a share of the silver pot for a season. That the honours go round will do football good, and a sportsman's wish is that our great game may flourish in East and West, North and South. <box>279 1632 507 1814</box>
article-paragraph: Mollet and Brown were in good form, and made many fine runs on the right. <box>1250 749 1489 771</box>
article-paragraph: Dunbar made a couple of grand runs, and Kennedy played a finished game. <box>1250 624 1489 647</box>
column-artist-easter-road <box>519 55 748 2359</box>
table-row <box>1006 345 1238 357</box>
column-rule <box>273 55 274 2359</box>
article-paragraph: King's Park are to be congratulated on making their first appearance in the last eights. <box>32 2101 267 2124</box>
article-paragraph: The first annual reunion of the Glasgow United Railways Football Association took place last Friday in the Waterloo Rooms. Mr. A. Silman, Scottish Football Association, presided. Amongst those present were Messrs. M'Lellan, Polmadie; Maclennaine, Kinning Park; Gibson (Central), Smith (St. Rollox), M'Kinnon; Stewart (Bridgeton), J. F. Robertson, J. A. Walker, Midland Railway; Andrew Pettigrew, Sir. M. Watson, James Gilmour, James King, donor of the Railway Challenge Cup; Henry Evans, St. Fechin, &c. After tea the chairman congratulated the Association on its success. A concert followed, the artistes being Miss A. Chick, Messrs. R. W. Speed, H. Dalton, A. W. Seller, and F. W. Kayser. "Auld Lang Syne" was sung, and an enjoyable evening was brought to a close. <box>600 678 748 997</box>
advert-blushing <box>519 2057 748 2128</box>
table-cell: Madden <box>1198 383 1236 395</box>
column-district-jottings <box>32 55 267 2424</box>
article-paragraph: Of the forwards, Boyd, M'Cosh, and Ellis did well for the visitors. <box>1250 599 1489 622</box>
article-heading: GREATEST HIBS. <box>784 59 970 84</box>
article-paragraph: His wee M'Farlane's reporter on Saturday, and that means a lot, as Tommy played a very fair game. <box>32 248 267 282</box>
table-row <box>759 1090 995 1103</box>
table-row <box>1006 1038 1238 1051</box>
article-paragraph: A new back was introduced by Leslie, Wylie, Boucher Victoria, in the new-comer. <box>32 1893 267 1915</box>
article-paragraph: Renton are top scorers—6-0. Hearts are next best—4-1. <box>1006 1249 1238 1271</box>
table-cell: Hibernians <box>1184 988 1236 1000</box>
table-cell: O'Neil <box>1008 422 1038 433</box>
table-cell: Renton <box>1203 1065 1236 1076</box>
table-cell: M'Eleny <box>1198 422 1236 433</box>
article-paragraph: Gill in the one goal and Arnott in the other were largely responsible for the result, both custodians showing rare saving power. <box>32 1967 267 2001</box>
player-sketch <box>759 1199 995 1313</box>
article-deck: Paradise Lost. <box>839 150 915 165</box>
article-paragraph: Waddell was the first to open the scoring for the Queen's after his team had been closely pressed in the goal for some minutes. <box>32 964 267 999</box>
article-paragraph: The Hibs were kicking on a field, and the Celts division did not relish the close attention of the Easter forwards. To them the Hibs deserve every credit for their splendid display. <box>1250 311 1489 356</box>
article-deck: Revenge is Sweet <box>830 116 924 130</box>
article-paragraph: Jack Darrach was the best of the Dundee halves, and Longair was simply great. <box>1250 724 1489 746</box>
article-paragraph: In a tie between Bridgeton and St. George's Draught Clubs, which was played at Bridgeton on 9th inst., the result was a draw, each team having 8 wins to their credit, and 3 games were drawn. In the similar contest, South-Side and Gorbals, the first-named club won by 6 games to 5, and 8 games remained drawn. <box>519 1903 748 1982</box>
article-paragraph: Such individuals are a nuisance, and he had few, if any, sympathisers. <box>32 1444 267 1466</box>
advert-title: THE LEADING HOUSE FOR GOLD AND SILVER BADGES. <box>284 779 501 810</box>
advert-subtitle: HIGHEST AWARDS AT ALL EXHIBITIONS. OLD IRISH WHISKY, BELFAST. <box>286 698 500 743</box>
article-heading: Notes on the Ties. <box>1053 848 1191 869</box>
cartoon-caption: CAMPBELL AND DOYLE APPEAL FOR A PENALTY KICK. <box>519 428 748 451</box>
article-body <box>1006 1077 1238 2138</box>
table-cell: Celtic <box>963 1039 993 1051</box>
cartoon-caption: CASSIDY HEADS INTO THE NET. <box>551 265 715 278</box>
advert-caledonian <box>279 111 507 362</box>
advert-david-dow <box>279 773 507 874</box>
advert-text: To LONDON, Birmingham, Liverpool, Manchester, Leeds, Bradford, Sheffield, Nottingham, Leicester, and the principal Towns in England. Tickets available for Sixteen Days. Programmes and Tickets may be obtained at the Offices of Thos. Cook & Son, 83 Buchanan Street, Glasgow. <box>283 587 502 645</box>
teams-heading: THE TEAMS. <box>1081 276 1163 291</box>
article-paragraph: Fleams was the best half on the field. <box>41 284 220 295</box>
article-paragraph: The Leaguers played a clever game, and were certainly entitled to their 2-0 victory, but the prospective Alliance champions made a good show notwithstanding. <box>32 420 267 465</box>
article-body <box>1250 1195 1489 1467</box>
table-cell: Ayr Parkhouse <box>1169 1052 1236 1063</box>
article-body <box>759 1316 995 1430</box>
table-cell: Robertson <box>761 1065 810 1076</box>
article-paragraph: By the time the linesman was done with him, however, he felt he had made a mistake, and he was gently assisted outside. <box>32 1407 267 1442</box>
article-paragraph: Unfortunately the Hibs were unable to accommodate the crowd, and a quarter of an hour before the start the gates were closed. This was a very wise precaution, as it enabled those inside to view the match with something like comfort, and prevented a break-in. Thousands were, however, shut out, and the bill of expense money was lost to the clubs. Had all that were eager to enter been admitted, then the match would not have been played to a finish. The Hibs' ground—that is the playing pitch—is not so bad. It is <box>759 407 995 544</box>
article-paragraph: Dundee being cleverly beaten and M'Arthur's clearing. <box>1250 55 1489 77</box>
table-cell: Rangers <box>1008 976 1051 987</box>
teams-heading: THE TEAMS. <box>836 1021 918 1036</box>
article-paragraph: The Stirling men had decidedly the best of matters in the first half. Dumbarton made their effort in the second half, but were met with a brilliant defence. <box>32 2126 267 2172</box>
article-paragraph: Doyle was sorely belabored by Pat Murray, who by no means spared him; the Celts' resistance, however, was deservedly broken. <box>1006 2104 1238 2138</box>
article-paragraph: Had Doyle been allowed to take the kick it would probably have ended different. <box>1250 200 1489 223</box>
table-cell: St. Bernards <box>1177 1001 1236 1012</box>
article-deck: Edinburgh in Ecstacies. <box>814 133 940 148</box>
